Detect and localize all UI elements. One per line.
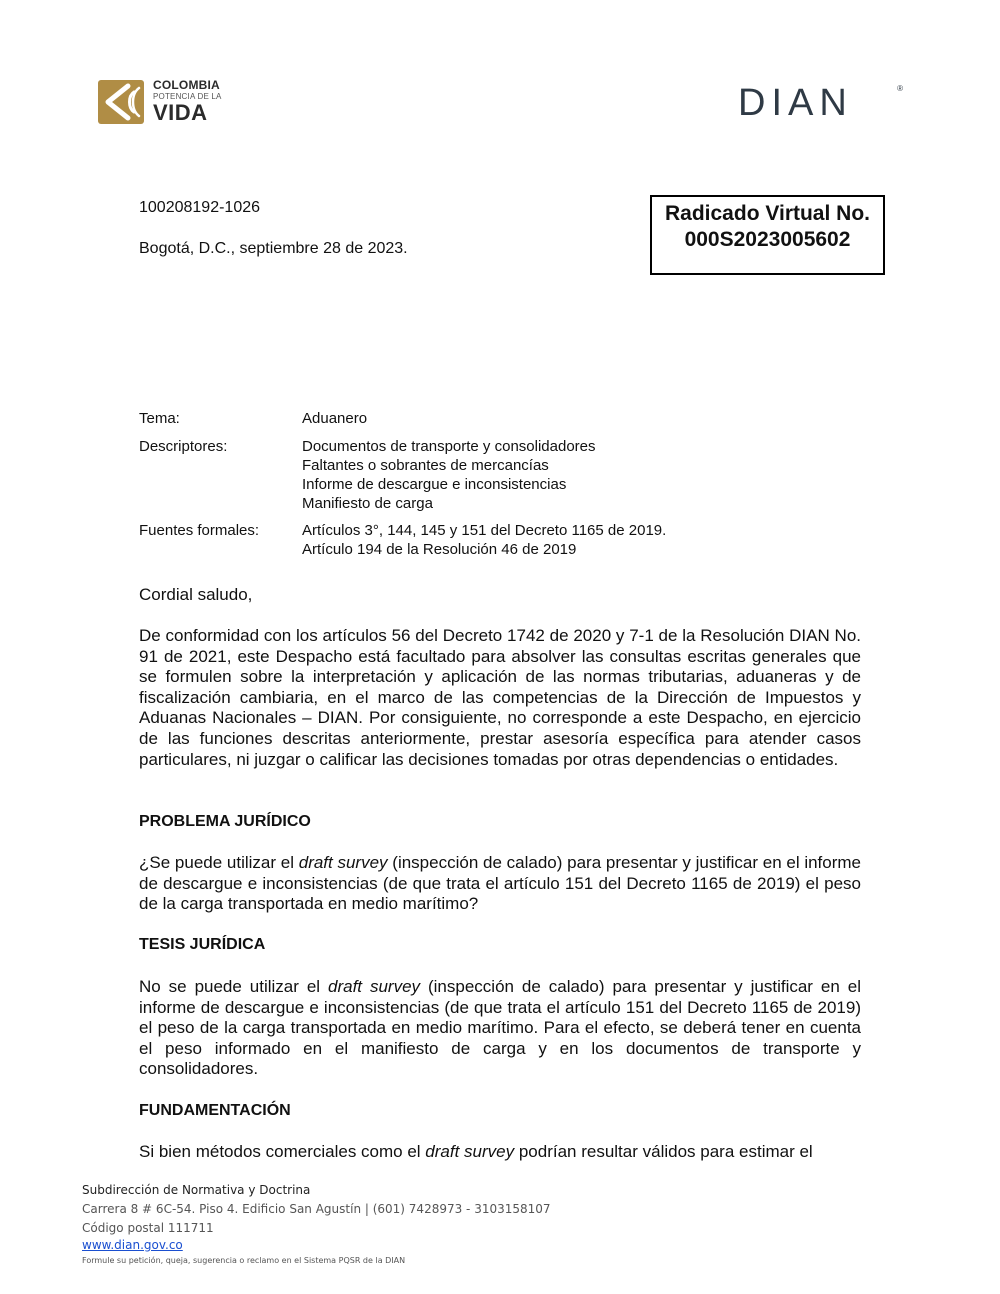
descriptores-list — [302, 437, 596, 513]
footer-website-link[interactable]: www.dian.gov.co — [82, 1238, 183, 1252]
fuente-item: Artículos 3°, 144, 145 y 151 del Decreto 1165 de 2019. — [302, 522, 667, 539]
tema-label: Tema: — [139, 410, 180, 427]
footer-office: Subdirección de Normativa y Doctrina — [82, 1183, 311, 1197]
fundamentacion-text-end: podrían resultar válidos para estimar el — [514, 1142, 813, 1161]
colombia-logo-mark-icon — [98, 80, 144, 124]
tesis-text-start: No se puede utilizar el — [139, 977, 329, 996]
document-reference-number: 100208192-1026 — [139, 199, 261, 216]
descriptor-item: Documentos de transporte y consolidadores — [302, 438, 596, 455]
tesis-juridica-paragraph — [139, 977, 861, 1080]
fuentes-formales-list — [302, 521, 666, 559]
problema-text-start: ¿Se puede utilizar el — [139, 853, 299, 872]
fundamentacion-heading: FUNDAMENTACIÓN — [139, 1102, 291, 1119]
radicado-label: Radicado Virtual No. — [665, 202, 870, 225]
footer-postal-code: Código postal 111711 — [82, 1221, 214, 1235]
colombia-potencia-de-la-vida-logo — [98, 78, 238, 128]
problema-juridico-heading: PROBLEMA JURÍDICO — [139, 813, 311, 830]
footer-pqsr-note: Formule su petición, queja, sugerencia o reclamo en el Sistema PQSR de la DIAN — [82, 1256, 406, 1265]
descriptores-label: Descriptores: — [139, 438, 228, 455]
fundamentacion-text-start: Si bien métodos comerciales como el — [139, 1142, 426, 1161]
dian-logo-wordmark: DIAN — [738, 82, 853, 124]
tesis-draft-survey-term: draft survey — [328, 977, 421, 996]
descriptor-item: Manifiesto de carga — [302, 495, 433, 512]
problema-draft-survey-term: draft survey — [298, 853, 388, 872]
tema-value: Aduanero — [302, 410, 368, 427]
fundamentacion-draft-survey-term: draft survey — [425, 1142, 515, 1161]
descriptor-item: Informe de descargue e inconsistencias — [302, 476, 567, 493]
registered-mark: ® — [897, 84, 903, 93]
problema-text-end: (inspección de calado) para presentar y justificar en el informe de descargue e inconsistencias (de que trata el artículo 151 del Decreto 1165 de 2019) el peso de la carga transportada en medio marítimo? — [139, 853, 862, 914]
tesis-text-end: (inspección de calado) para presentar y justificar en el informe de descargue e inconsistencias (de que trata el artículo 151 del Decreto 1165 de 2019) el peso de la carga transportada en medio marítimo. Para el efecto, se deberá tener en cuenta el peso informado en el manifiesto de carga y en los documentos de transporte y consolidadores. — [139, 977, 861, 1079]
fundamentacion-paragraph — [139, 1142, 861, 1163]
intro-paragraph: De conformidad con los artículos 56 del Decreto 1742 de 2020 y 7-1 de la Resolución DIAN No. 91 de 2021, este Despacho está facultado para absolver las consultas escritas generales que se formulen sobre la interpretación y aplicación de las normas tributarias, aduaneras y de fiscalización cambiaria, en el marco de las competencias de la Dirección de Impuestos y Aduanas Nacionales – DIAN. Por consiguiente, no corresponde a este Despacho, en ejercicio de las funciones descritas anteriormente, prestar asesoría específica para atender casos particulares, ni juzgar o calificar las decisiones tomadas por otras dependencias o entidades. — [139, 626, 861, 769]
radicado-box — [650, 195, 885, 275]
tesis-juridica-heading: TESIS JURÍDICA — [139, 936, 266, 953]
radicado-number: 000S2023005602 — [684, 228, 851, 251]
logo-text-potencia: POTENCIA DE LA — [153, 92, 222, 101]
logo-text-vida: VIDA — [153, 100, 208, 125]
problema-juridico-paragraph — [139, 853, 861, 915]
fuente-item: Artículo 194 de la Resolución 46 de 2019 — [302, 541, 577, 558]
dian-logo — [738, 82, 903, 124]
greeting: Cordial saludo, — [139, 585, 253, 604]
footer-address: Carrera 8 # 6C-54. Piso 4. Edificio San Agustín | (601) 7428973 - 3103158107 — [82, 1202, 551, 1216]
document-date: Bogotá, D.C., septiembre 28 de 2023. — [139, 240, 408, 257]
fuentes-formales-label: Fuentes formales: — [139, 522, 260, 539]
descriptor-item: Faltantes o sobrantes de mercancías — [302, 457, 549, 474]
logo-text-colombia: COLOMBIA — [153, 78, 220, 92]
